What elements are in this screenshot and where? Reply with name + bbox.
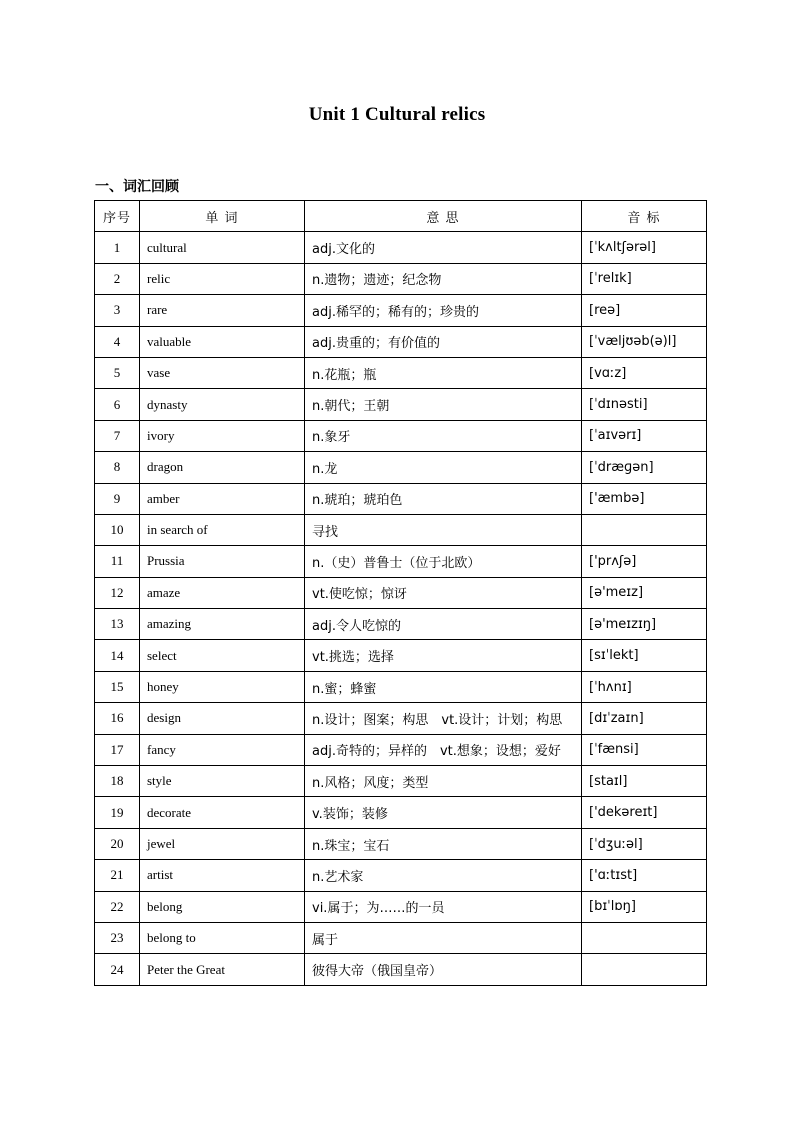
row-number: 4 xyxy=(95,326,140,357)
table-row xyxy=(95,546,707,577)
page-title: Unit 1 Cultural relics xyxy=(308,104,486,125)
table-row xyxy=(95,263,707,294)
header-phonetic: 音 标 xyxy=(582,201,707,232)
table-row xyxy=(95,577,707,608)
row-word: relic xyxy=(140,263,305,294)
row-phonetic: [bɪˈlɒŋ] xyxy=(582,891,707,922)
row-number: 12 xyxy=(95,577,140,608)
row-phonetic: [vɑːz] xyxy=(582,357,707,388)
table-row xyxy=(95,326,707,357)
table-row xyxy=(95,766,707,797)
row-number: 22 xyxy=(95,891,140,922)
row-phonetic: [ˈrelɪk] xyxy=(582,263,707,294)
row-word: belong xyxy=(140,891,305,922)
row-phonetic: [sɪˈlekt] xyxy=(582,640,707,671)
row-phonetic: ['ɑːtɪst] xyxy=(582,860,707,891)
row-meaning: 属于 xyxy=(305,922,582,953)
row-word: ivory xyxy=(140,420,305,451)
row-number: 9 xyxy=(95,483,140,514)
table-row xyxy=(95,734,707,765)
row-meaning: adj.奇特的；异样的 vt.想象；设想；爱好 xyxy=(305,734,582,765)
row-meaning: n.风格；风度；类型 xyxy=(305,766,582,797)
row-word: decorate xyxy=(140,797,305,828)
row-word: rare xyxy=(140,295,305,326)
row-meaning: v.装饰；装修 xyxy=(305,797,582,828)
table-row xyxy=(95,891,707,922)
row-phonetic: [reə] xyxy=(582,295,707,326)
row-meaning: adj.文化的 xyxy=(305,232,582,263)
row-phonetic: [ˈvæljʊəb(ə)l] xyxy=(582,326,707,357)
row-meaning: n.珠宝；宝石 xyxy=(305,828,582,859)
row-phonetic: [staɪl] xyxy=(582,766,707,797)
vocabulary-table-body xyxy=(95,232,707,985)
row-meaning: vt.使吃惊；惊讶 xyxy=(305,577,582,608)
row-phonetic: ['æmbə] xyxy=(582,483,707,514)
table-row xyxy=(95,357,707,388)
row-meaning: 彼得大帝（俄国皇帝） xyxy=(305,954,582,985)
row-number: 13 xyxy=(95,609,140,640)
table-row xyxy=(95,954,707,985)
section-heading: 一、词汇回顾 xyxy=(95,179,179,195)
row-meaning: n.艺术家 xyxy=(305,860,582,891)
table-row xyxy=(95,828,707,859)
table-row xyxy=(95,514,707,545)
row-phonetic: [ˈdʒuːəl] xyxy=(582,828,707,859)
row-number: 10 xyxy=(95,514,140,545)
row-phonetic: [ə'meɪzɪŋ] xyxy=(582,609,707,640)
row-number: 24 xyxy=(95,954,140,985)
row-number: 2 xyxy=(95,263,140,294)
row-meaning: n.琥珀；琥珀色 xyxy=(305,483,582,514)
row-number: 8 xyxy=(95,452,140,483)
row-word: honey xyxy=(140,671,305,702)
table-row xyxy=(95,232,707,263)
row-phonetic: ['prʌʃə] xyxy=(582,546,707,577)
row-word: amazing xyxy=(140,609,305,640)
row-number: 15 xyxy=(95,671,140,702)
table-row xyxy=(95,922,707,953)
table-row xyxy=(95,452,707,483)
table-row xyxy=(95,609,707,640)
row-meaning: n.蜜；蜂蜜 xyxy=(305,671,582,702)
row-phonetic xyxy=(582,954,707,985)
table-row xyxy=(95,860,707,891)
row-meaning: adj.稀罕的；稀有的；珍贵的 xyxy=(305,295,582,326)
row-number: 20 xyxy=(95,828,140,859)
row-word: Prussia xyxy=(140,546,305,577)
row-number: 11 xyxy=(95,546,140,577)
row-word: dragon xyxy=(140,452,305,483)
row-word: dynasty xyxy=(140,389,305,420)
row-phonetic: ['dekəreɪt] xyxy=(582,797,707,828)
row-number: 23 xyxy=(95,922,140,953)
row-meaning: adj.贵重的；有价值的 xyxy=(305,326,582,357)
row-number: 14 xyxy=(95,640,140,671)
header-meaning: 意 思 xyxy=(305,201,582,232)
row-number: 21 xyxy=(95,860,140,891)
row-number: 18 xyxy=(95,766,140,797)
row-meaning: n.朝代；王朝 xyxy=(305,389,582,420)
row-meaning: vi.属于；为……的一员 xyxy=(305,891,582,922)
row-word: amaze xyxy=(140,577,305,608)
row-meaning: n.（史）普鲁士（位于北欧） xyxy=(305,546,582,577)
row-number: 17 xyxy=(95,734,140,765)
row-phonetic: [ˈhʌnɪ] xyxy=(582,671,707,702)
table-row xyxy=(95,389,707,420)
row-meaning: 寻找 xyxy=(305,514,582,545)
row-meaning: n.遗物；遗迹；纪念物 xyxy=(305,263,582,294)
row-number: 16 xyxy=(95,703,140,734)
row-word: jewel xyxy=(140,828,305,859)
table-row xyxy=(95,703,707,734)
row-number: 7 xyxy=(95,420,140,451)
row-word: style xyxy=(140,766,305,797)
row-word: Peter the Great xyxy=(140,954,305,985)
row-word: amber xyxy=(140,483,305,514)
row-phonetic xyxy=(582,922,707,953)
row-word: belong to xyxy=(140,922,305,953)
row-phonetic: [ˈkʌltʃərəl] xyxy=(582,232,707,263)
row-meaning: n.龙 xyxy=(305,452,582,483)
row-phonetic: [ə'meɪz] xyxy=(582,577,707,608)
table-row xyxy=(95,420,707,451)
table-row xyxy=(95,671,707,702)
row-word: fancy xyxy=(140,734,305,765)
row-number: 3 xyxy=(95,295,140,326)
header-number: 序号 xyxy=(95,201,140,232)
table-row xyxy=(95,797,707,828)
row-word: design xyxy=(140,703,305,734)
row-word: cultural xyxy=(140,232,305,263)
row-word: in search of xyxy=(140,514,305,545)
row-meaning: n.象牙 xyxy=(305,420,582,451)
table-row xyxy=(95,483,707,514)
row-phonetic: [ˈdɪnəsti] xyxy=(582,389,707,420)
row-number: 6 xyxy=(95,389,140,420)
vocabulary-table xyxy=(94,200,707,986)
row-word: vase xyxy=(140,357,305,388)
row-number: 1 xyxy=(95,232,140,263)
row-phonetic: [ˈfænsi] xyxy=(582,734,707,765)
table-header-row xyxy=(95,201,707,232)
row-phonetic: [ˈdræɡən] xyxy=(582,452,707,483)
row-number: 19 xyxy=(95,797,140,828)
table-row xyxy=(95,640,707,671)
row-meaning: n.设计；图案；构思 vt.设计；计划；构思 xyxy=(305,703,582,734)
row-phonetic: [ˈaɪvərɪ] xyxy=(582,420,707,451)
table-row xyxy=(95,295,707,326)
row-meaning: adj.令人吃惊的 xyxy=(305,609,582,640)
row-phonetic: [dɪˈzaɪn] xyxy=(582,703,707,734)
row-number: 5 xyxy=(95,357,140,388)
row-meaning: n.花瓶；瓶 xyxy=(305,357,582,388)
row-word: valuable xyxy=(140,326,305,357)
row-word: artist xyxy=(140,860,305,891)
header-word: 单 词 xyxy=(140,201,305,232)
row-phonetic xyxy=(582,514,707,545)
row-meaning: vt.挑选；选择 xyxy=(305,640,582,671)
row-word: select xyxy=(140,640,305,671)
